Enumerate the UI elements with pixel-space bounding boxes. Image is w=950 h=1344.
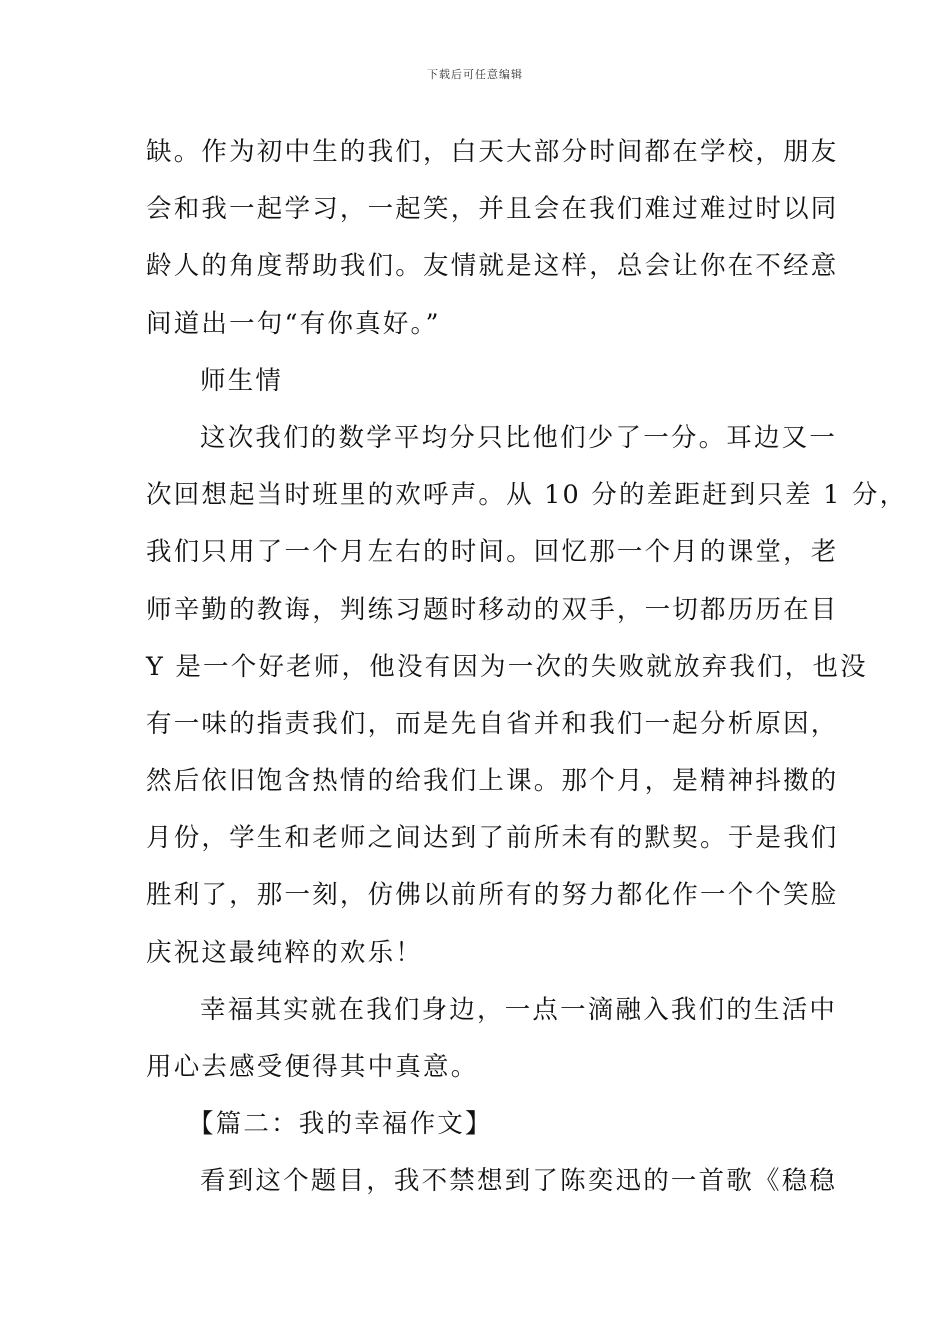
text-line-4: 间道出一句“有你真好。” xyxy=(146,308,441,339)
text-line-7: 次回想起当时班里的欢呼声。从 10 分的差距赶到只差 1 分， xyxy=(146,480,908,511)
section-heading-teacher-student: 师生情 xyxy=(200,365,284,396)
text-line-17: 用心去感受便得其中真意。 xyxy=(146,1052,479,1082)
text-line-1: 缺。作为初中生的我们，白天大部分时间都在学校，朋友 xyxy=(146,137,839,167)
text-line-16: 幸福其实就在我们身边，一点一滴融入我们的生活中 xyxy=(200,994,838,1025)
text-line-3: 龄人的角度帮助我们。友情就是这样，总会让你在不经意 xyxy=(146,251,839,282)
text-line-10: Y 是一个好老师，他没有因为一次的失败就放弃我们，也没 xyxy=(146,651,868,682)
document-body xyxy=(146,124,908,1211)
text-line-2: 会和我一起学习，一起笑，并且会在我们难过难过时以同 xyxy=(146,194,839,225)
section-heading-part-two: 【篇二：我的幸福作文】 xyxy=(188,1109,493,1140)
text-line-15: 庆祝这最纯粹的欢乐！ xyxy=(146,937,424,968)
text-line-12: 然后依旧饱含热情的给我们上课。那个月，是精神抖擞的 xyxy=(146,766,839,797)
text-line-6: 这次我们的数学平均分只比他们少了一分。耳边又一 xyxy=(200,422,838,453)
text-line-9: 师辛勤的教诲，判练习题时移动的双手，一切都历历在目 xyxy=(146,594,839,625)
text-line-19: 看到这个题目，我不禁想到了陈奕迅的一首歌《稳稳 xyxy=(200,1166,838,1197)
text-line-8: 我们只用了一个月左右的时间。回忆那一个月的课堂，老 xyxy=(146,537,839,568)
text-line-13: 月份，学生和老师之间达到了前所未有的默契。于是我们 xyxy=(146,823,839,854)
text-line-11: 有一味的指责我们，而是先自省并和我们一起分析原因， xyxy=(146,708,839,739)
page-header: 下载后可任意编辑 xyxy=(427,68,523,81)
text-line-14: 胜利了，那一刻，仿佛以前所有的努力都化作一个个笑脸 xyxy=(146,880,839,911)
